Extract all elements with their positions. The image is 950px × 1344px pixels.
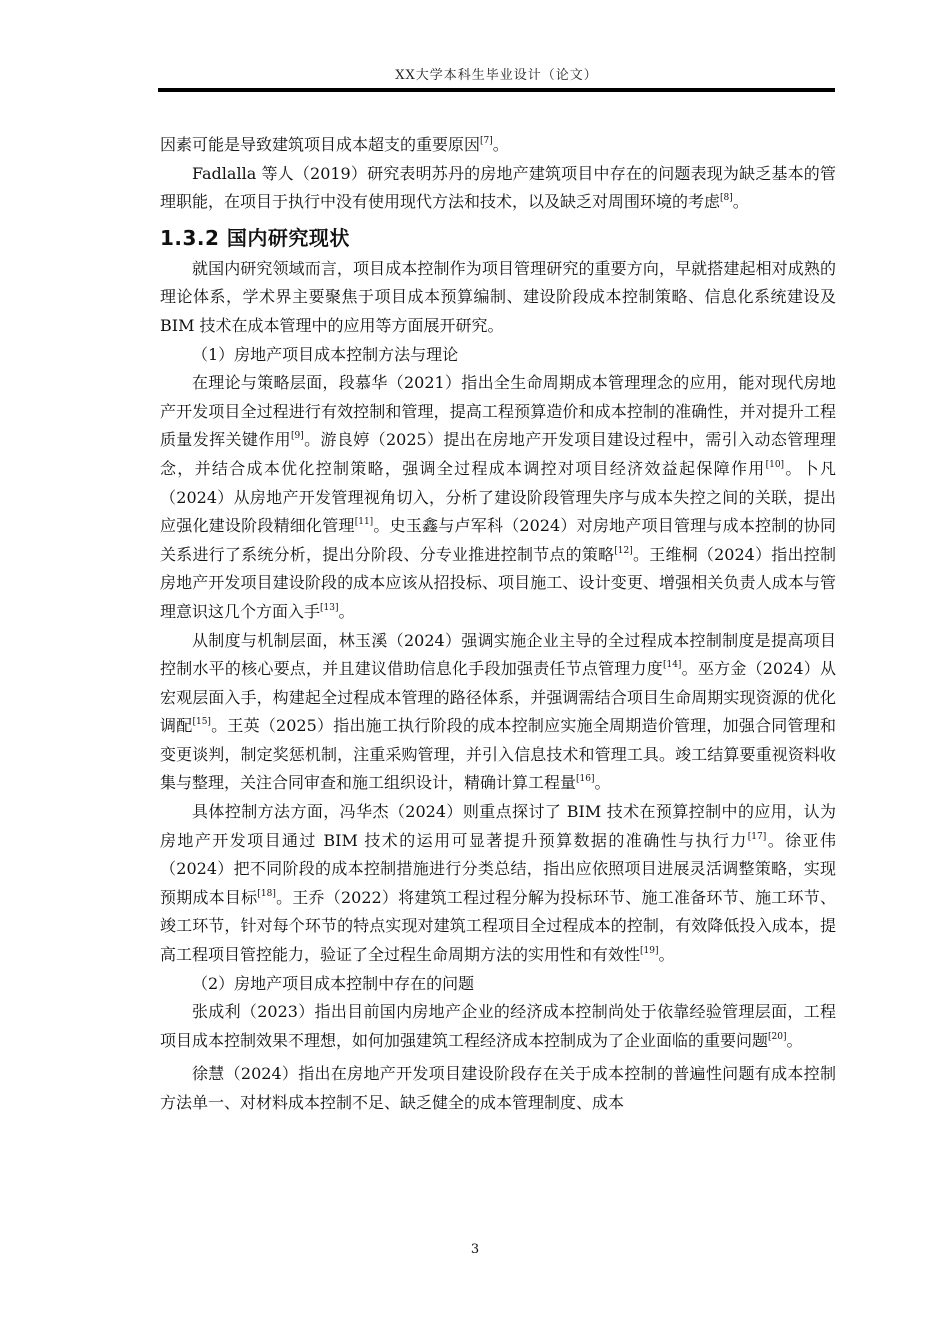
paragraph-text: 从制度与机制层面，林玉溪（2024）强调实施企业主导的全过程成本控制制度是提高项目控制水平的核心要点，并且建议借助信息化手段加强责任节点管理力度 <box>160 630 836 679</box>
page-number: 3 <box>470 1242 480 1257</box>
body-paragraph <box>160 255 836 341</box>
page-header: XX大学本科生毕业设计（论文） <box>395 68 598 83</box>
paragraph-text: 。 <box>658 945 675 965</box>
citation-mark: [7] <box>480 136 493 146</box>
paragraph-text: 。王英（2025）指出施工执行阶段的成本控制应实施全周期造价管理，加强合同管理和变更谈判，制定奖惩机制，注重采购管理，并引入信息技术和管理工具。竣工结算要重视资料收集与整理，关注合同审查和施工组织设计，精确计算工程量 <box>160 716 836 793</box>
paragraph-text: 。徐亚伟（2024）把不同阶段的成本控制措施进行分类总结，指出应依照项目进展灵活调整策略，实现预期成本目标 <box>160 830 836 907</box>
citation-mark: [13] <box>320 602 339 613</box>
paragraph-text: 徐慧（2024）指出在房地产开发项目建设阶段存在关于成本控制的普遍性问题有成本控制方法单一、对材料成本控制不足、缺乏健全的成本管理制度、成本 <box>160 1064 836 1112</box>
paragraph-text: 。 <box>732 192 749 212</box>
paragraph-text: 。王维桐（2024）指出控制房地产开发项目建设阶段的成本应该从招投标、项目施工、设计变更、增强相关负责人成本与管理意识这几个方面入手 <box>160 544 836 621</box>
citation-mark: [11] <box>354 517 374 528</box>
section-heading: 1.3.2 国内研究现状 <box>160 225 350 250</box>
paragraph-text: 。 <box>492 135 509 154</box>
paragraph-text: 具体控制方法方面，冯华杰（2024）则重点探讨了 BIM 技术在预算控制中的应用，认为房地产开发项目通过 BIM 技术的运用可显著提升预算数据的准确性与执行力 <box>160 802 836 850</box>
paragraph-text: （1）房地产项目成本控制方法与理论 <box>192 344 459 364</box>
paragraph-text: 。游良婷（2025）提出在房地产开发项目建设过程中，需引入动态管理理念，并结合成本优化控制策略，强调全过程成本调控对项目经济效益起保障作用 <box>160 430 836 478</box>
citation-mark: [19] <box>640 946 659 957</box>
paragraph-text: 张成利（2023）指出目前国内房地产企业的经济成本控制尚处于依靠经验管理层面，工程项目成本控制效果不理想，如何加强建筑工程经济成本控制成为了企业面临的重要问题 <box>160 1002 836 1050</box>
paragraph-text: 。 <box>594 773 611 793</box>
paragraph-text: 。史玉鑫与卢军科（2024）对房地产项目管理与成本控制的协同关系进行了系统分析，提出分阶段、分专业推进控制节点的策略 <box>160 516 836 564</box>
citation-mark: [16] <box>576 774 595 785</box>
paragraph-text: （2）房地产项目成本控制中存在的问题 <box>192 973 475 993</box>
citation-mark: [18] <box>257 888 276 899</box>
paragraph-text: 。巫方金（2024）从宏观层面入手，构建起全过程成本管理的路径体系，并强调需结合项目生命周期实现资源的优化调配 <box>160 659 836 736</box>
citation-mark: [20] <box>768 1031 787 1042</box>
paragraph-text: 。 <box>786 1030 803 1050</box>
citation-mark: [8] <box>720 193 733 204</box>
body-paragraph <box>160 1060 836 1117</box>
body-paragraph <box>160 970 836 999</box>
body-paragraph <box>160 131 836 160</box>
header-rule <box>158 88 835 92</box>
citation-mark: [9] <box>290 431 304 442</box>
citation-mark: [10] <box>765 459 785 470</box>
body-paragraph <box>160 160 836 217</box>
citation-mark: [14] <box>662 660 682 671</box>
body-paragraph <box>160 369 836 626</box>
paragraph-text: 。 <box>338 601 355 621</box>
paragraph-text: 就国内研究领域而言，项目成本控制作为项目管理研究的重要方向，早就搭建起相对成熟的理论体系，学术界主要聚焦于项目成本预算编制、建设阶段成本控制策略、信息化系统建设及 BIM 技术在成本管理中的应用等方面展开研究。 <box>160 258 836 335</box>
paragraph-text: 。王乔（2022）将建筑工程过程分解为投标环节、施工准备环节、施工环节、竣工环节，针对每个环节的特点实现对建筑工程项目全过程成本的控制，有效降低投入成本，提高工程项目管控能力，验证了全过程生命周期方法的实用性和有效性 <box>160 887 836 965</box>
paragraph-text: 在理论与策略层面，段慕华（2021）指出全生命周期成本管理理念的应用，能对现代房地产开发项目全过程进行有效控制和管理，提高工程预算造价和成本控制的准确性，并对提升工程质量发挥关键作用 <box>160 373 836 450</box>
body-paragraph <box>160 341 836 370</box>
paragraph-text: 因素可能是导致建筑项目成本超支的重要原因 <box>160 135 481 154</box>
paragraph-text: Fadlalla 等人（2019）研究表明苏丹的房地产建筑项目中存在的问题表现为缺乏基本的管理职能，在项目于执行中没有使用现代方法和技术，以及缺乏对周围环境的考虑 <box>160 163 836 212</box>
citation-mark: [12] <box>614 545 633 556</box>
body-paragraph <box>160 627 836 799</box>
citation-mark: [15] <box>192 717 211 728</box>
body-paragraph <box>160 798 836 970</box>
paragraph-text: 。卜凡（2024）从房地产开发管理视角切入，分析了建设阶段管理失序与成本失控之间的关联，提出应强化建设阶段精细化管理 <box>160 458 836 536</box>
citation-mark: [17] <box>747 831 767 842</box>
body-text <box>160 131 836 1118</box>
body-paragraph <box>160 998 836 1055</box>
